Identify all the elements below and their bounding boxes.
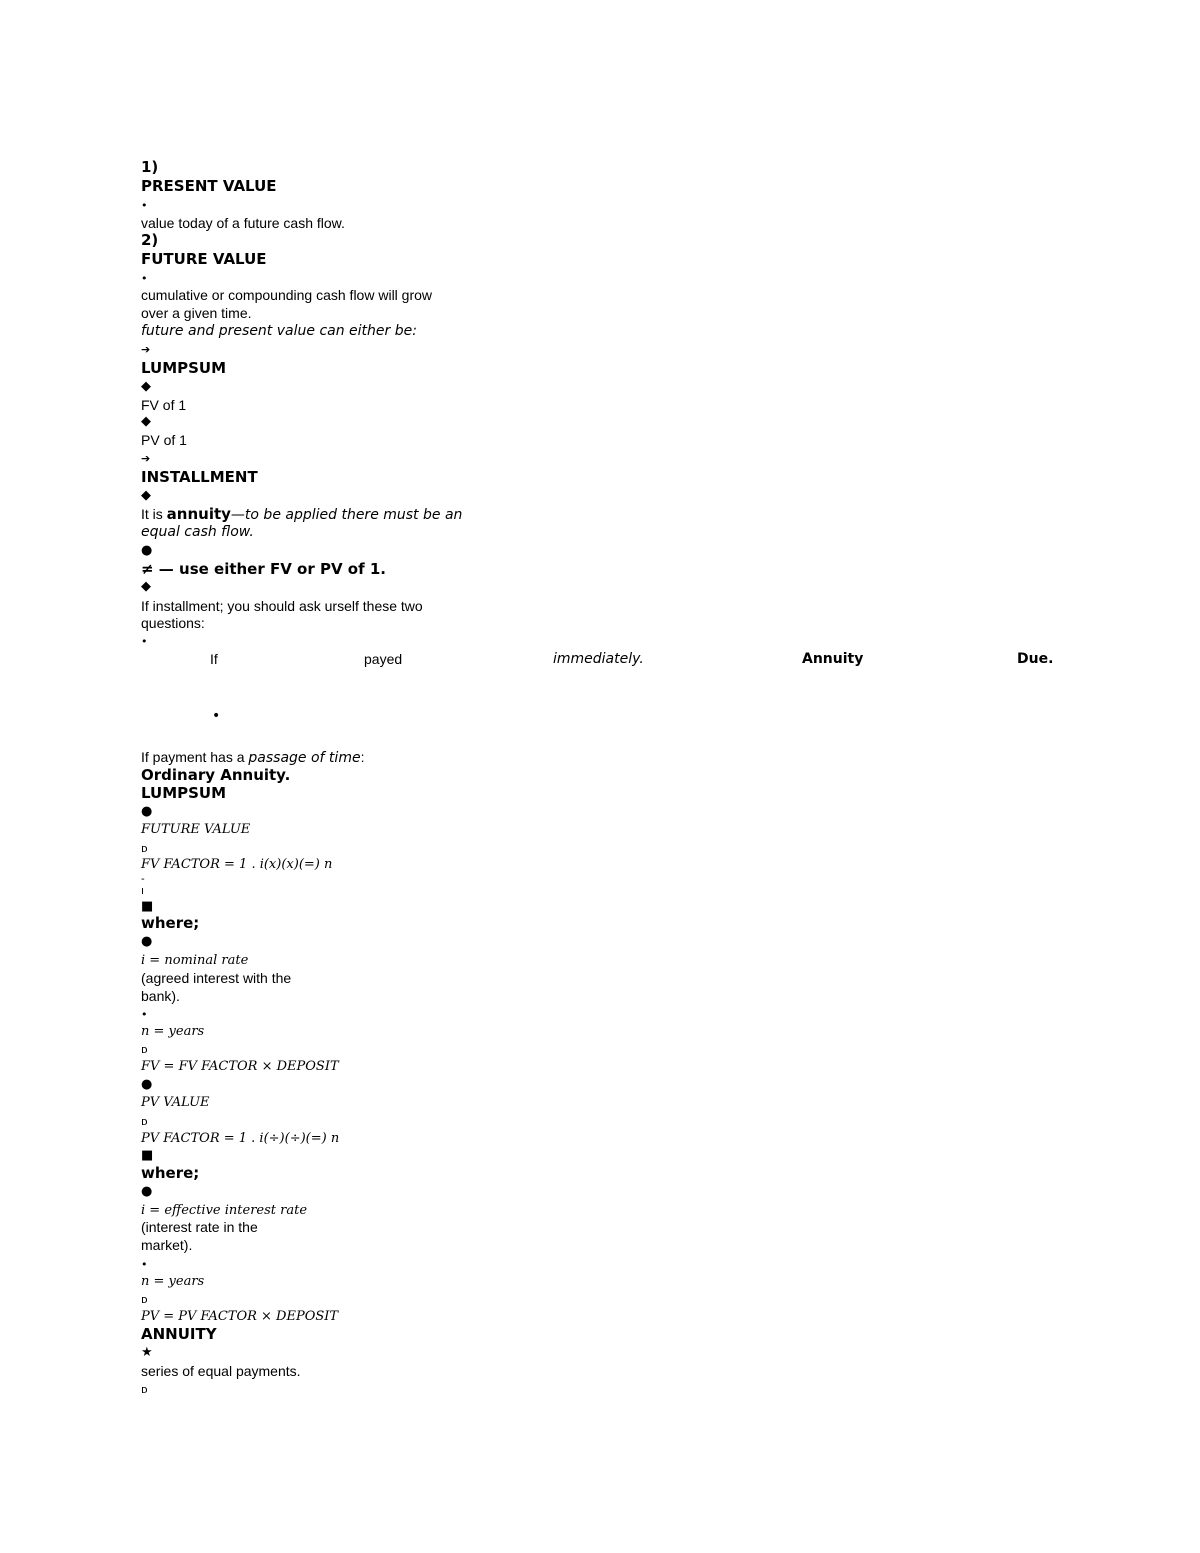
dash-mark: - <box>141 873 145 885</box>
i-effective-rate: i = effective interest rate <box>141 1203 308 1218</box>
hook-bullet-icon: ᴅ <box>141 1383 148 1396</box>
bullet-icon: • <box>141 272 148 285</box>
question-1-if: If <box>210 651 218 667</box>
question-1-due: Due. <box>1017 651 1054 667</box>
section-number-1: 1) <box>141 158 159 176</box>
arrow-icon: ➔ <box>141 452 151 465</box>
pv-value-heading: PV VALUE <box>141 1095 210 1110</box>
n-years-2: n = years <box>141 1274 205 1289</box>
installment-heading: INSTALLMENT <box>141 468 258 486</box>
bullet-icon: • <box>141 635 148 648</box>
market-rate-line-1: (interest rate in the <box>141 1219 258 1235</box>
future-value-definition-line-2: over a given time. <box>141 305 252 321</box>
lumpsum-heading-2: LUMPSUM <box>141 784 227 802</box>
ask-questions-line-2: questions: <box>141 615 205 631</box>
question-1-payed: payed <box>364 651 403 667</box>
hook-bullet-icon: ᴅ <box>141 1043 148 1056</box>
question-2-italic: passage of time <box>248 750 361 766</box>
i-nominal-rate: i = nominal rate <box>141 953 249 968</box>
fv-equation: FV = FV FACTOR × DEPOSIT <box>141 1059 339 1074</box>
bullet-icon: • <box>212 708 221 724</box>
circle-bullet-icon: ● <box>141 543 153 558</box>
diamond-icon: ◆ <box>141 579 151 594</box>
circle-bullet-icon: ● <box>141 1077 153 1092</box>
where-label-2: where; <box>141 1164 200 1182</box>
either-be-line: future and present value can either be: <box>141 323 417 339</box>
n-years-1: n = years <box>141 1024 205 1039</box>
square-bullet-icon: ■ <box>141 1148 154 1163</box>
diamond-icon: ◆ <box>141 414 151 429</box>
circle-bullet-icon: ● <box>141 1184 153 1199</box>
question-2-suffix: : <box>360 749 365 765</box>
fv-factor-formula: FV FACTOR = 1 . i(x)(x)(=) n <box>141 857 333 872</box>
agreed-interest-line-2: bank). <box>141 988 180 1004</box>
star-icon: ★ <box>141 1345 153 1360</box>
annuity-heading: ANNUITY <box>141 1325 217 1343</box>
diamond-icon: ◆ <box>141 379 151 394</box>
future-value-formula-heading: FUTURE VALUE <box>141 822 251 837</box>
lumpsum-heading: LUMPSUM <box>141 359 227 377</box>
arrow-icon: ➔ <box>141 343 151 356</box>
bullet-icon: • <box>141 1258 148 1271</box>
where-label-1: where; <box>141 914 200 932</box>
annuity-definition: series of equal payments. <box>141 1363 301 1379</box>
circle-bullet-icon: ● <box>141 804 153 819</box>
not-equal-line: ≠ — use either FV or PV of 1. <box>141 560 386 578</box>
annuity-definition-line-1 <box>141 505 462 524</box>
future-value-heading: FUTURE VALUE <box>141 250 267 268</box>
diamond-icon: ◆ <box>141 488 151 503</box>
question-1-annuity: Annuity <box>802 651 864 667</box>
question-1-immediately: immediately. <box>553 651 644 667</box>
market-rate-line-2: market). <box>141 1237 193 1253</box>
circle-bullet-icon: ● <box>141 934 153 949</box>
present-value-definition: value today of a future cash flow. <box>141 215 345 231</box>
section-number-2: 2) <box>141 231 159 249</box>
present-value-heading: PRESENT VALUE <box>141 177 277 195</box>
question-2-prefix: If payment has a <box>141 749 249 765</box>
annuity-prefix: It is <box>141 506 167 522</box>
ask-questions-line-1: If installment; you should ask urself these two <box>141 598 423 614</box>
hook-bullet-icon: ᴅ <box>141 1293 148 1306</box>
future-value-definition-line-1: cumulative or compounding cash flow will grow <box>141 287 433 303</box>
bullet-icon: • <box>141 199 148 212</box>
pv-equation: PV = PV FACTOR × DEPOSIT <box>141 1309 339 1324</box>
agreed-interest-line-1: (agreed interest with the <box>141 970 292 986</box>
square-bullet-icon: ■ <box>141 899 154 914</box>
pv-factor-formula: PV FACTOR = 1 . i(÷)(÷)(=) n <box>141 1131 340 1146</box>
question-2-line <box>141 748 364 767</box>
annuity-definition-line-2: equal cash flow. <box>141 524 254 540</box>
annuity-term: annuity <box>166 505 231 523</box>
ordinary-annuity-line: Ordinary Annuity. <box>141 766 291 784</box>
fv-of-1-item: FV of 1 <box>141 397 187 413</box>
tick-mark: ı <box>141 885 145 897</box>
annuity-rest: —to be applied there must be an <box>230 507 463 523</box>
hook-bullet-icon: ᴅ <box>141 1115 148 1128</box>
hook-bullet-icon: ᴅ <box>141 842 148 855</box>
bullet-icon: • <box>141 1008 148 1021</box>
pv-of-1-item: PV of 1 <box>141 432 187 448</box>
